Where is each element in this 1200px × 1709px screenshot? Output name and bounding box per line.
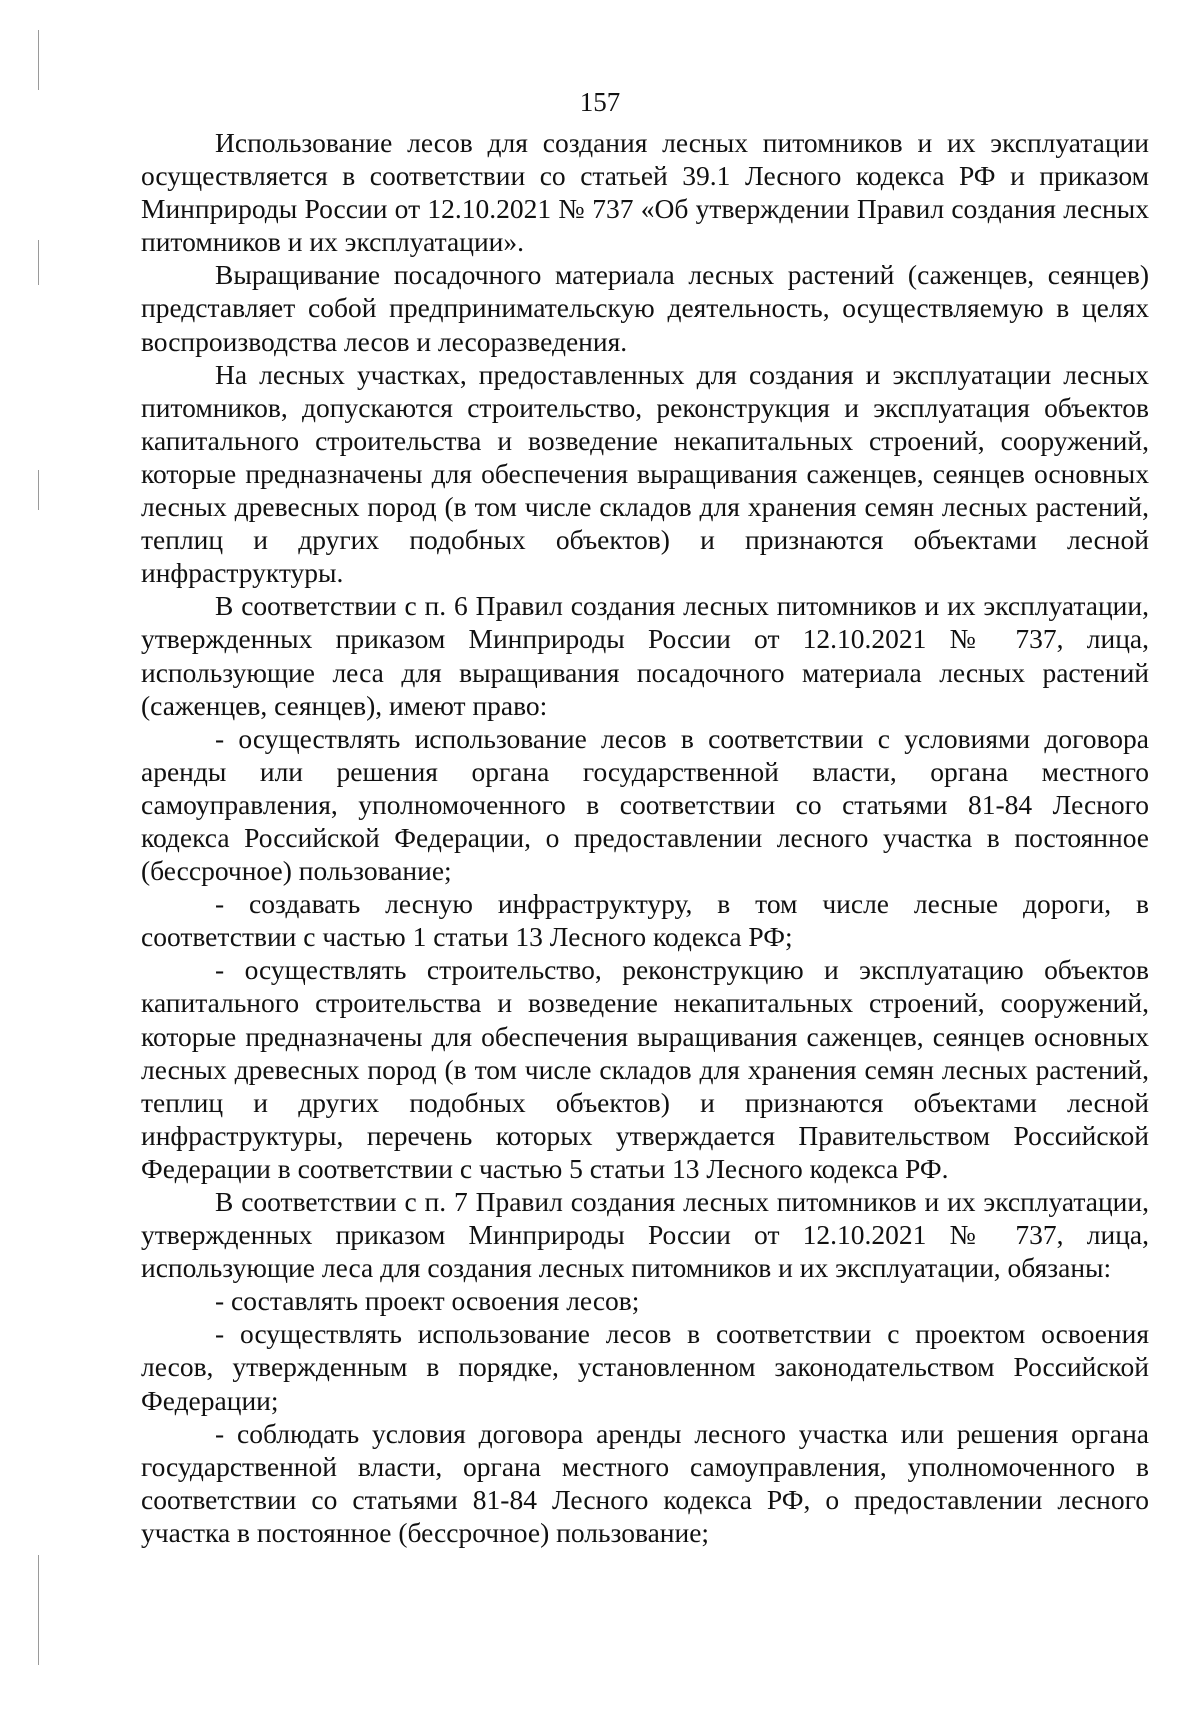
- scan-margin-line: [38, 470, 39, 510]
- paragraph: В соответствии с п. 7 Правил создания лесных питомников и их эксплуатации, утвержденных приказом Минприроды России от 12.10.2021 № 737, лица, использующие леса для создания лесных питомников и их эксплуатации, обязаны:: [141, 1186, 1149, 1284]
- list-item: - составлять проект освоения лесов;: [215, 1285, 640, 1317]
- list-item: - осуществлять строительство, реконструкцию и эксплуатацию объектов капитального строительства и возведение некапитальных строений, сооружений, которые предназначены для обеспечения выращивания саженцев, сеянцев основных лесных древесных пород (в том числе складов для хранения семян лесных растений, теплиц и других подобных объектов) и признаются объектами лесной инфраструктуры, перечень которых утверждается Правительством Российской Федерации в соответствии с частью 5 статьи 13 Лесного кодекса РФ.: [141, 954, 1149, 1184]
- list-item: - осуществлять использование лесов в соответствии с проектом освоения лесов, утвержденным в порядке, установленном законодательством Российской Федерации;: [141, 1318, 1149, 1416]
- paragraph: На лесных участках, предоставленных для создания и эксплуатации лесных питомников, допускаются строительство, реконструкция и эксплуатация объектов капитального строительства и возведение некапитальных строений, сооружений, которые предназначены для обеспечения выращивания саженцев, сеянцев основных лесных древесных пород (в том числе складов для хранения семян лесных растений, теплиц и других подобных объектов) и признаются объектами лесной инфраструктуры.: [141, 358, 1149, 589]
- list-item: - соблюдать условия договора аренды лесного участка или решения органа государственной власти, органа местного самоуправления, уполномоченного в соответствии со статьями 81-84 Лесного кодекса РФ, о предоставлении лесного участка в постоянное (бессрочное) пользование;: [141, 1417, 1149, 1548]
- scan-margin-line: [38, 1555, 39, 1665]
- document-body: [141, 126, 1149, 1549]
- list-item: - осуществлять использование лесов в соответствии с условиями договора аренды или решения органа государственной власти, органа местного самоуправления, уполномоченного в соответствии со статьями 81-84 Лесного кодекса Российской Федерации, о предоставлении лесного участка в постоянное (бессрочное) пользование;: [141, 722, 1149, 887]
- scan-margin-line: [38, 240, 39, 285]
- paragraph: Использование лесов для создания лесных питомников и их эксплуатации осуществляется в соответствии со статьей 39.1 Лесного кодекса РФ и приказом Минприроды России от 12.10.2021 № 737 «Об утверждении Правил создания лесных питомников и их эксплуатации».: [141, 127, 1149, 258]
- scan-margin-line: [38, 30, 39, 90]
- page-number: 157: [579, 87, 621, 117]
- paragraph: Выращивание посадочного материала лесных растений (саженцев, сеянцев) представляет собой предпринимательскую деятельность, осуществляемую в целях воспроизводства лесов и лесоразведения.: [141, 259, 1149, 357]
- paragraph: В соответствии с п. 6 Правил создания лесных питомников и их эксплуатации, утвержденных приказом Минприроды России от 12.10.2021 № 737, лица, использующие леса для выращивания посадочного материала лесных растений (саженцев, сеянцев), имеют право:: [141, 590, 1149, 721]
- list-item: - создавать лесную инфраструктуру, в том числе лесные дороги, в соответствии с частью 1 статьи 13 Лесного кодекса РФ;: [141, 888, 1149, 953]
